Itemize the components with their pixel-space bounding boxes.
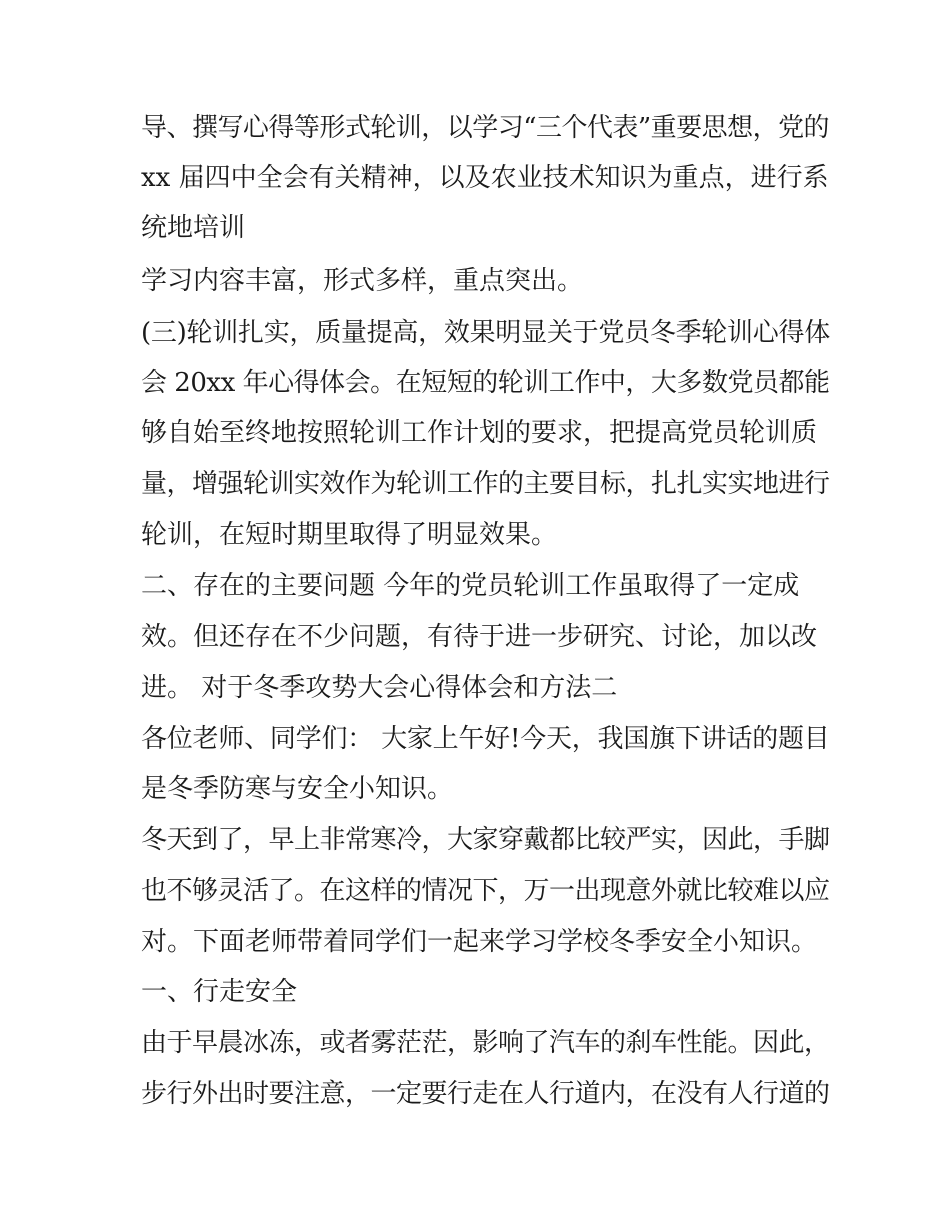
text-line: 学习内容丰富，形式多样，重点突出。 (141, 266, 584, 296)
text-line: 冬天到了，早上非常寒冷，大家穿戴都比较严实，因此，手脚 (141, 825, 830, 855)
text-line: 够自始至终地按照轮训工作计划的要求，把提高党员轮训质 (141, 418, 818, 448)
text-line: 二、存在的主要问题 今年的党员轮训工作虽取得了一定成 (141, 571, 800, 601)
text-line: 统地培训 (141, 213, 246, 243)
text-line: 导、撰写心得等形式轮训，以学习“三个代表”重要思想，党的 (141, 113, 830, 143)
text-line: 也不够灵活了。在这样的情况下，万一出现意外就比较难以应 (141, 876, 830, 906)
section-heading: 一、行走安全 (141, 977, 298, 1007)
text-line: 各位老师、同学们： 大家上午好!今天，我国旗下讲话的题目 (141, 724, 830, 754)
text-line: 轮训，在短时期里取得了明显效果。 (141, 520, 558, 550)
text-line: 量，增强轮训实效作为轮训工作的主要目标，扎扎实实地进行 (141, 469, 830, 499)
text-line: 进。 对于冬季攻势大会心得体会和方法二 (141, 673, 618, 703)
text-line: 是冬季防寒与安全小知识。 (141, 774, 454, 804)
text-line: (三)轮训扎实，质量提高，效果明显关于党员冬季轮训心得体 (141, 318, 831, 348)
text-line: 步行外出时要注意，一定要行走在人行道内，在没有人行道的 (141, 1079, 830, 1109)
text-line: xx 届四中全会有关精神，以及农业技术知识为重点，进行系 (141, 163, 829, 193)
text-line: 由于早晨冰冻，或者雾茫茫，影响了汽车的刹车性能。因此， (141, 1028, 830, 1058)
text-line: 对。下面老师带着同学们一起来学习学校冬季安全小知识。 (141, 927, 818, 957)
text-line: 效。但还存在不少问题，有待于进一步研究、讨论，加以改 (141, 622, 818, 652)
text-line: 会 20xx 年心得体会。在短短的轮训工作中，大多数党员都能 (141, 368, 830, 398)
